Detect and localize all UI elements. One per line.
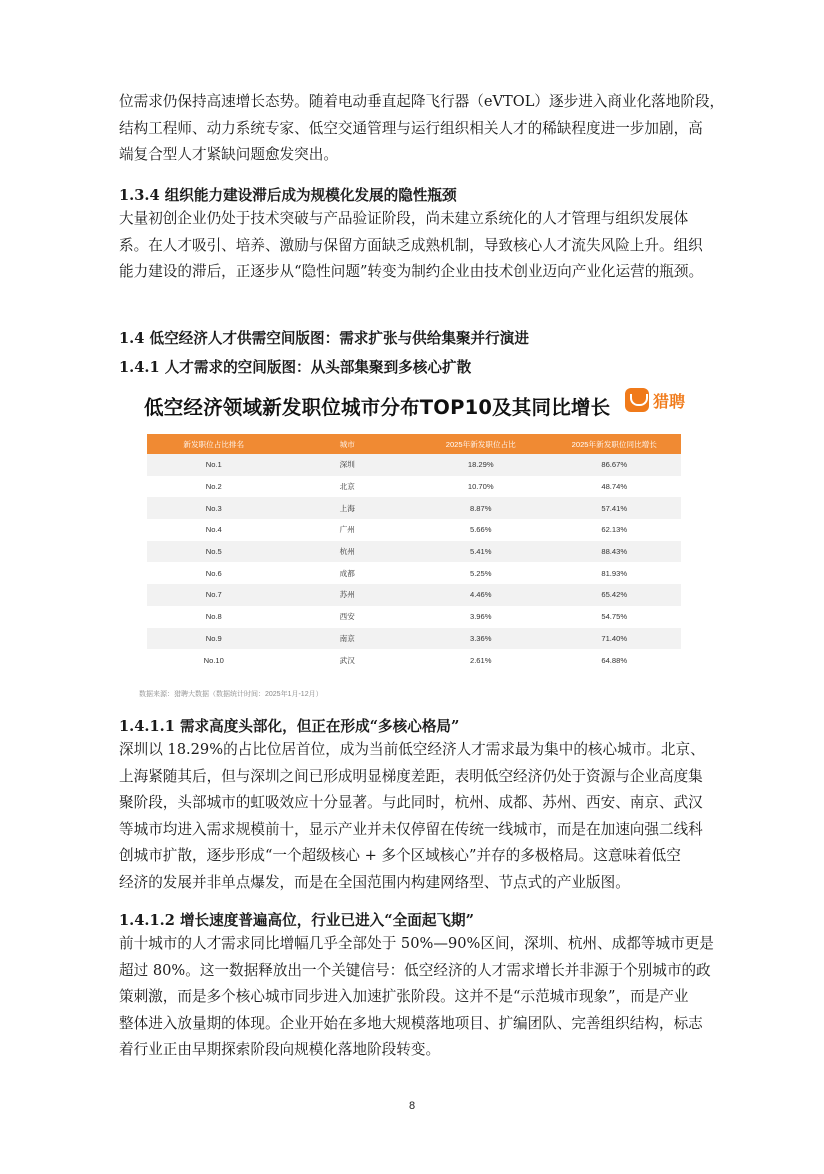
text-line: 上海紧随其后，但与深圳之间已形成明显梯度差距，表明低空经济仍处于资源与企业高度集 bbox=[119, 767, 703, 785]
text-line: 超过 80%。这一数据释放出一个关键信号：低空经济的人才需求增长并非源于个别城市的政 bbox=[119, 961, 711, 979]
city-cell: 成都 bbox=[281, 562, 415, 584]
text-line: 等城市均进入需求规模前十，显示产业并未仅停留在传统一线城市，而是在加速向强二线科 bbox=[119, 820, 703, 838]
column-header-share: 2025年新发职位占比 bbox=[414, 434, 548, 454]
text-line: 前十城市的人才需求同比增幅几乎全部处于 50%—90%区间，深圳、杭州、成都等城市更是 bbox=[119, 935, 714, 952]
column-header-rank: 新发职位占比排名 bbox=[147, 434, 281, 454]
growth-cell: 65.42% bbox=[548, 584, 682, 606]
rank-cell: No.4 bbox=[147, 519, 281, 541]
text-line: 能力建设的滞后，正逐步从“隐性问题”转变为制约企业由技术创业迈向产业化运营的瓶颈。 bbox=[119, 263, 704, 280]
share-cell: 3.96% bbox=[414, 606, 548, 628]
growth-cell: 88.43% bbox=[548, 541, 682, 563]
brand-name: 猎聘 bbox=[652, 391, 685, 411]
text-line: 位需求仍保持高速增长态势。随着电动垂直起降飞行器（eVTOL）逐步进入商业化落地阶段， bbox=[119, 93, 725, 110]
table-body bbox=[147, 454, 681, 671]
growth-cell: 86.67% bbox=[548, 454, 682, 476]
share-cell: 3.36% bbox=[414, 628, 548, 650]
growth-cell: 81.93% bbox=[548, 562, 682, 584]
table-row bbox=[147, 562, 681, 584]
rank-cell: No.2 bbox=[147, 476, 281, 498]
table-row bbox=[147, 606, 681, 628]
text-line: 策刺激，而是多个核心城市同步进入加速扩张阶段。这并不是“示范城市现象”，而是产业 bbox=[119, 988, 689, 1005]
share-cell: 2.61% bbox=[414, 649, 548, 671]
table-row bbox=[147, 541, 681, 563]
share-cell: 18.29% bbox=[414, 454, 548, 476]
section-heading-1-3-4: 1.3.4 组织能力建设滞后成为规模化发展的隐性瓶颈 bbox=[119, 187, 457, 204]
text-line: 深圳以 18.29%的占比位居首位，成为当前低空经济人才需求最为集中的核心城市。北京、 bbox=[119, 741, 705, 758]
rank-cell: No.1 bbox=[147, 454, 281, 476]
section-heading-1-4: 1.4 低空经济人才供需空间版图：需求扩张与供给集聚并行演进 bbox=[119, 330, 529, 347]
text-line: 系。在人才吸引、培养、激励与保留方面缺乏成熟机制，导致核心人才流失风险上升。组织 bbox=[119, 236, 703, 254]
text-line: 经济的发展并非单点爆发，而是在全国范围内构建网络型、节点式的产业版图。 bbox=[119, 873, 630, 891]
growth-cell: 54.75% bbox=[548, 606, 682, 628]
text-line: 结构工程师、动力系统专家、低空交通管理与运行组织相关人才的稀缺程度进一步加剧，高 bbox=[119, 119, 703, 137]
table-row bbox=[147, 584, 681, 606]
growth-cell: 64.88% bbox=[548, 649, 682, 671]
table-header-row bbox=[147, 434, 681, 454]
section-heading-1-4-1-1: 1.4.1.1 需求高度头部化，但正在形成“多核心格局” bbox=[119, 718, 460, 735]
text-line: 着行业正由早期探索阶段向规模化落地阶段转变。 bbox=[119, 1041, 441, 1058]
city-cell: 杭州 bbox=[281, 541, 415, 563]
section-1-4-1-1-paragraph bbox=[119, 737, 719, 896]
text-line: 聚阶段，头部城市的虹吸效应十分显著。与此同时，杭州、成都、苏州、西安、南京、武汉 bbox=[119, 794, 703, 811]
column-header-growth: 2025年新发职位同比增长 bbox=[548, 434, 682, 454]
city-cell: 苏州 bbox=[281, 584, 415, 606]
city-cell: 西安 bbox=[281, 606, 415, 628]
share-cell: 4.46% bbox=[414, 584, 548, 606]
city-cell: 南京 bbox=[281, 628, 415, 650]
table-row bbox=[147, 649, 681, 671]
rank-cell: No.3 bbox=[147, 497, 281, 519]
table-row bbox=[147, 476, 681, 498]
share-cell: 8.87% bbox=[414, 497, 548, 519]
rank-cell: No.6 bbox=[147, 562, 281, 584]
share-cell: 5.66% bbox=[414, 519, 548, 541]
table-row bbox=[147, 497, 681, 519]
figure-source-note: 数据来源：猎聘大数据（数据统计时间：2025年1月-12月） bbox=[139, 691, 323, 698]
growth-cell: 57.41% bbox=[548, 497, 682, 519]
page-number: 8 bbox=[408, 1100, 416, 1112]
text-line: 端复合型人才紧缺问题愈发突出。 bbox=[119, 146, 338, 163]
city-distribution-figure bbox=[139, 388, 691, 705]
city-ranking-table bbox=[147, 434, 681, 671]
city-cell: 广州 bbox=[281, 519, 415, 541]
share-cell: 5.25% bbox=[414, 562, 548, 584]
city-cell: 武汉 bbox=[281, 649, 415, 671]
rank-cell: No.10 bbox=[147, 649, 281, 671]
city-cell: 深圳 bbox=[281, 454, 415, 476]
text-line: 大量初创企业仍处于技术突破与产品验证阶段，尚未建立系统化的人才管理与组织发展体 bbox=[119, 210, 689, 227]
brand-badge bbox=[625, 388, 685, 412]
rank-cell: No.9 bbox=[147, 628, 281, 650]
share-cell: 10.70% bbox=[414, 476, 548, 498]
section-1-4-1-2-paragraph bbox=[119, 931, 719, 1064]
table-row bbox=[147, 519, 681, 541]
rank-cell: No.8 bbox=[147, 606, 281, 628]
rank-cell: No.5 bbox=[147, 541, 281, 563]
table-row bbox=[147, 454, 681, 476]
growth-cell: 48.74% bbox=[548, 476, 682, 498]
growth-cell: 62.13% bbox=[548, 519, 682, 541]
city-cell: 上海 bbox=[281, 497, 415, 519]
growth-cell: 71.40% bbox=[548, 628, 682, 650]
intro-paragraph bbox=[119, 89, 725, 169]
column-header-city: 城市 bbox=[281, 434, 415, 454]
table-row bbox=[147, 628, 681, 650]
city-cell: 北京 bbox=[281, 476, 415, 498]
figure-title: 低空经济领域新发职位城市分布TOP10及其同比增长 bbox=[144, 396, 611, 419]
section-1-3-4-paragraph bbox=[119, 206, 719, 286]
text-line: 整体进入放量期的体现。企业开始在多地大规模落地项目、扩编团队、完善组织结构，标志 bbox=[119, 1014, 703, 1032]
text-line: 创城市扩散，逐步形成“一个超级核心 + 多个区域核心”并存的多极格局。这意味着低空 bbox=[119, 847, 681, 864]
section-heading-1-4-1-2: 1.4.1.2 增长速度普遍高位，行业已进入“全面起飞期” bbox=[119, 912, 475, 929]
liepin-logo-icon bbox=[625, 388, 649, 412]
rank-cell: No.7 bbox=[147, 584, 281, 606]
share-cell: 5.41% bbox=[414, 541, 548, 563]
section-heading-1-4-1: 1.4.1 人才需求的空间版图：从头部集聚到多核心扩散 bbox=[119, 359, 472, 376]
